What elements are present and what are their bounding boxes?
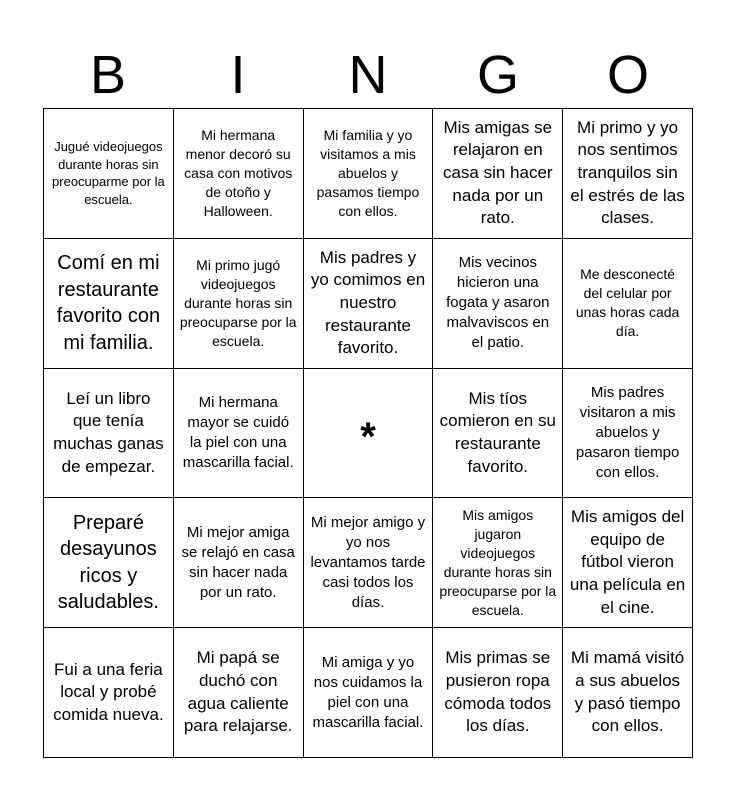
bingo-cell[interactable]	[44, 628, 174, 758]
bingo-cell[interactable]	[433, 239, 563, 369]
free-space-star: *	[360, 414, 376, 459]
cell-text: Preparé desayunos ricos y saludables.	[57, 511, 159, 614]
cell-text: Mi papá se duchó con agua caliente para relajarse.	[183, 648, 293, 736]
bingo-cell[interactable]	[563, 369, 693, 499]
cell-text: Mi familia y yo visitamos a mis abuelos y pasamos tiempo con ellos.	[316, 126, 420, 219]
cell-text: Jugué videojuegos durante horas sin preocuparme por la escuela.	[52, 139, 165, 207]
bingo-cell[interactable]	[44, 369, 174, 499]
cell-text: Comí en mi restaurante favorito con mi familia.	[56, 252, 161, 354]
cell-text: Mi primo jugó videojuegos durante horas sin preocuparse por la escuela.	[179, 256, 297, 349]
bingo-cell[interactable]	[304, 628, 434, 758]
header-letter-b: B	[89, 45, 127, 105]
cell-text: Mi hermana mayor se cuidó la piel con una mascarilla facial.	[182, 394, 294, 471]
bingo-cell[interactable]	[44, 239, 174, 369]
cell-text: Mis amigos del equipo de fútbol vieron una película en el cine.	[569, 507, 686, 617]
cell-text: Leí un libro que tenía muchas ganas de empezar.	[53, 388, 164, 476]
cell-text: Mi hermana menor decoró su casa con motivos de otoño y Halloween.	[184, 126, 293, 219]
cell-text: Mis vecinos hicieron una fogata y asaron malvaviscos en el patio.	[446, 254, 550, 352]
bingo-cell[interactable]	[563, 498, 693, 628]
cell-text: Mi mejor amigo y yo nos levantamos tarde casi todos los días.	[310, 513, 426, 611]
bingo-cell[interactable]	[563, 239, 693, 369]
cell-text: Mis tíos comieron en su restaurante favorito.	[439, 388, 556, 476]
bingo-cell[interactable]	[44, 498, 174, 628]
cell-text: Mi mamá visitó a sus abuelos y pasó tiempo con ellos.	[570, 648, 685, 736]
bingo-cell[interactable]	[433, 109, 563, 239]
free-space-cell[interactable]	[304, 369, 434, 499]
header-letter-n: N	[348, 45, 388, 105]
bingo-cell[interactable]	[304, 109, 434, 239]
cell-text: Mis padres visitaron a mis abuelos y pasaron tiempo con ellos.	[575, 384, 680, 481]
cell-text: Mis padres y yo comimos en nuestro restaurante favorito.	[310, 247, 426, 358]
header-letter-i: I	[230, 45, 246, 105]
cell-text: Mi amiga y yo nos cuidamos la piel con una mascarilla facial.	[312, 653, 424, 731]
bingo-cell[interactable]	[174, 109, 304, 239]
cell-text: Me desconecté del celular por unas horas cada día.	[575, 266, 680, 340]
bingo-cell[interactable]	[174, 498, 304, 628]
bingo-cell[interactable]	[44, 109, 174, 239]
cell-text: Mis primas se pusieron ropa cómoda todos los días.	[444, 648, 552, 736]
bingo-cell[interactable]	[433, 369, 563, 499]
bingo-header	[43, 42, 693, 108]
bingo-cell[interactable]	[174, 239, 304, 369]
bingo-cell[interactable]	[174, 628, 304, 758]
bingo-cell[interactable]	[433, 498, 563, 628]
header-letter-g: G	[476, 45, 519, 105]
bingo-cell[interactable]	[433, 628, 563, 758]
cell-text: Mis amigas se relajaron en casa sin hacer nada por un rato.	[442, 117, 553, 228]
cell-text: Mi primo y yo nos sentimos tranquilos sin el estrés de las clases.	[570, 117, 685, 228]
cell-text: Mi mejor amiga se relajó en casa sin hacer nada por un rato.	[181, 523, 295, 601]
cell-text: Fui a una feria local y probé comida nueva.	[53, 659, 164, 724]
bingo-grid	[43, 108, 693, 758]
bingo-cell[interactable]	[563, 628, 693, 758]
bingo-cell[interactable]	[563, 109, 693, 239]
bingo-cell[interactable]	[174, 369, 304, 499]
bingo-cell[interactable]	[304, 498, 434, 628]
cell-text: Mis amigos jugaron videojuegos durante horas sin preocuparse por la escuela.	[439, 506, 557, 618]
header-letter-o: O	[606, 45, 649, 105]
bingo-cell[interactable]	[304, 239, 434, 369]
